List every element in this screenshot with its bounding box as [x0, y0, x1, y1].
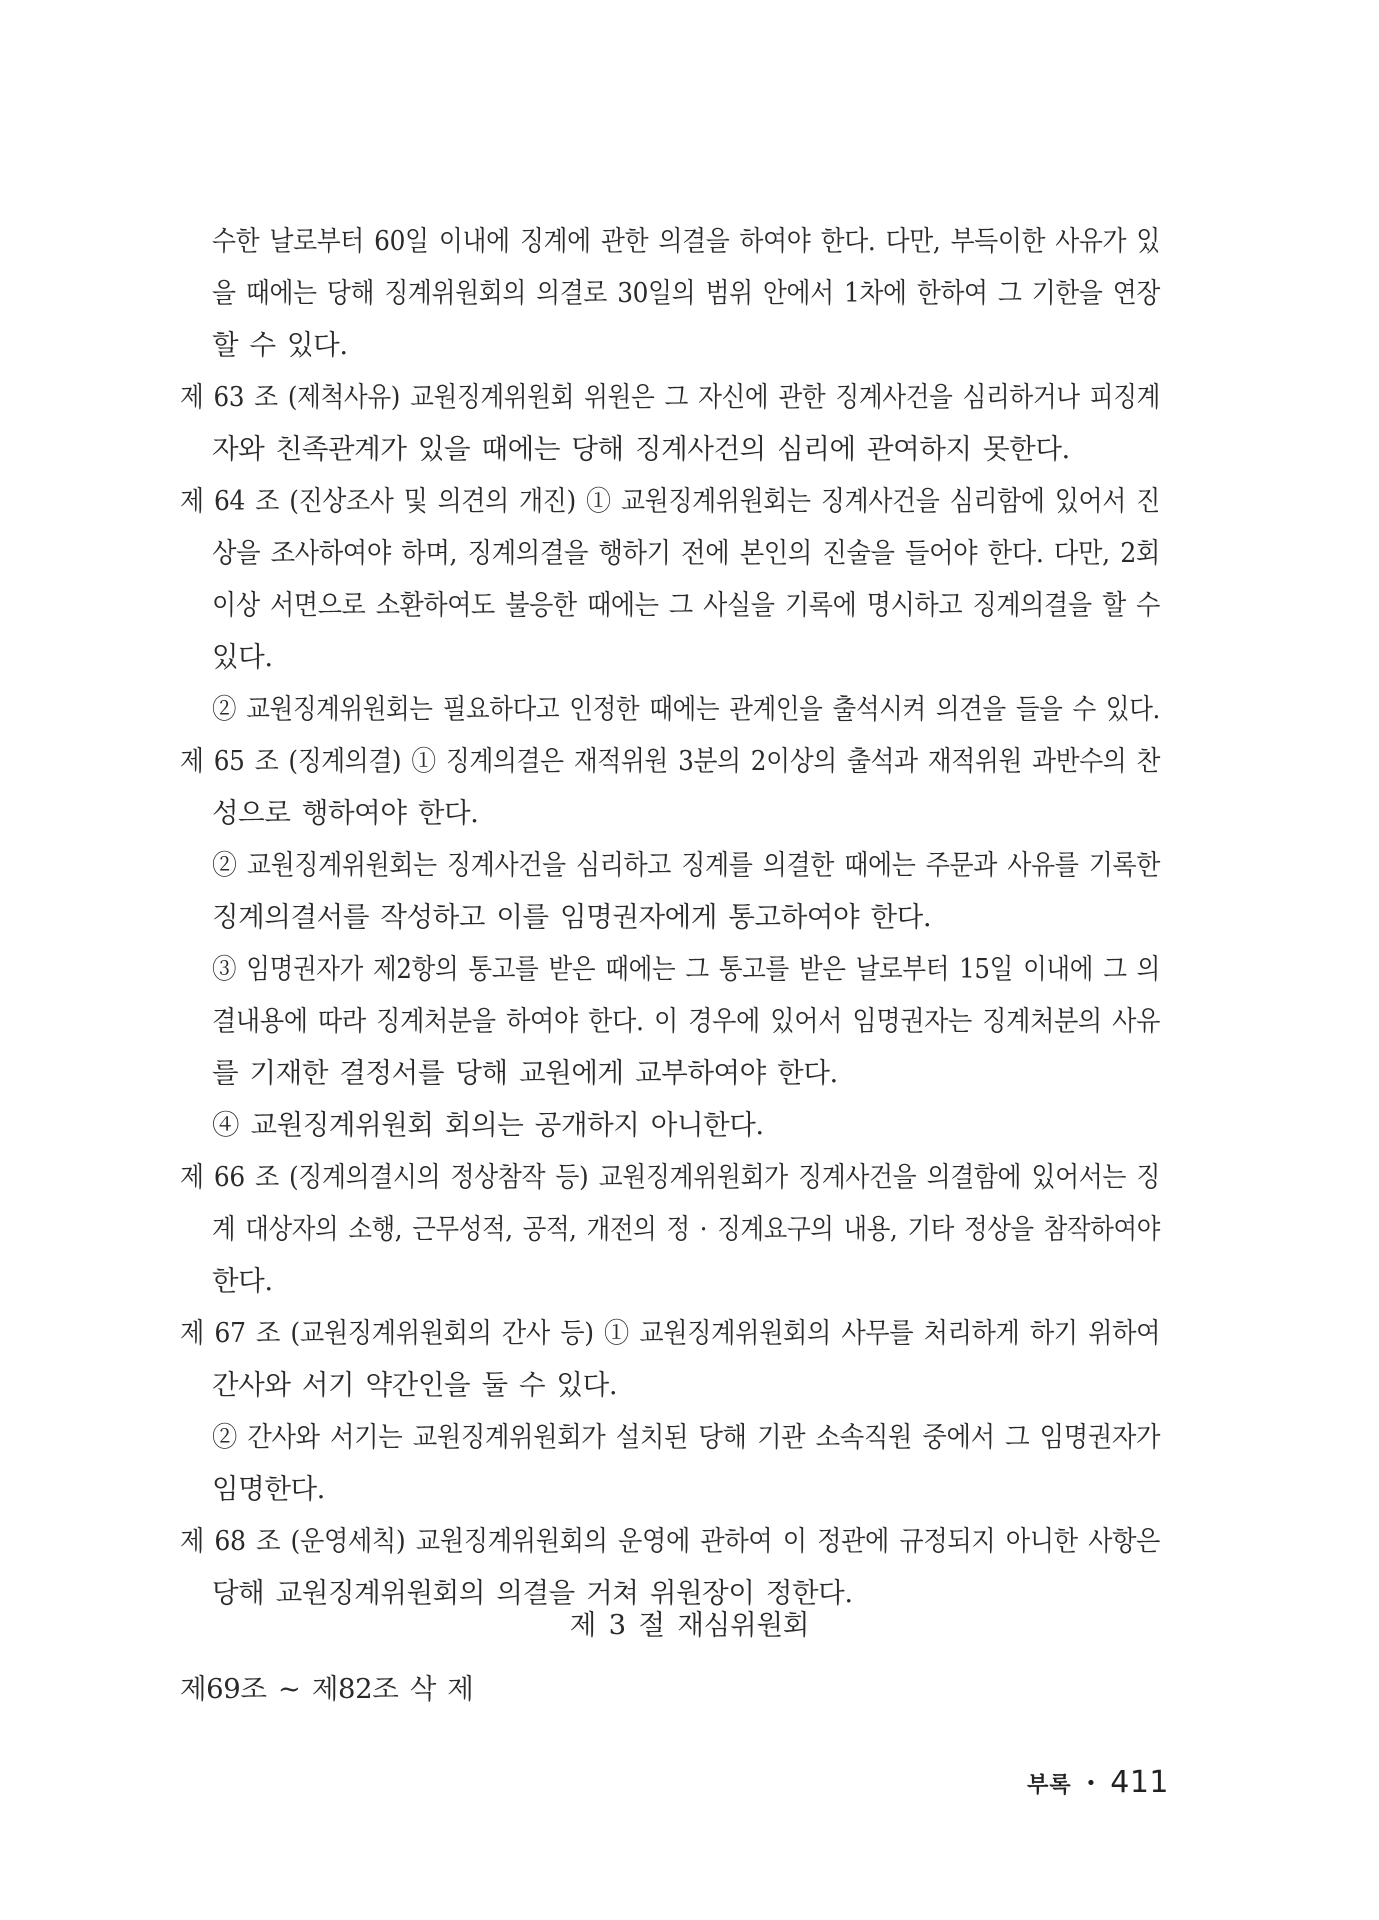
text-line: 제 65 조 (징계의결) ① 징계의결은 재적위원 3분의 2이상의 출석과 재적위원 과반수의 찬 [180, 745, 1161, 777]
text-line: 간사와 서기 약간인을 둘 수 있다. [212, 1369, 618, 1401]
footer-separator: • [1085, 1773, 1097, 1794]
text-line: 할 수 있다. [212, 329, 348, 361]
deleted-articles-note: 제69조 ~ 제82조 삭 제 [180, 1673, 474, 1705]
text-line: 계 대상자의 소행, 근무성적, 공적, 개전의 정 · 징계요구의 내용, 기타 정상을 참작하여야 [212, 1213, 1160, 1245]
text-line: 있다. [212, 641, 273, 673]
text-line: 성으로 행하여야 한다. [212, 797, 479, 829]
text-line: 징계의결서를 작성하고 이를 임명권자에게 통고하여야 한다. [212, 901, 932, 933]
text-line: 제 66 조 (징계의결시의 정상참작 등) 교원징계위원회가 징계사건을 의결함에 있어서는 징 [180, 1161, 1160, 1193]
text-line: ④ 교원징계위원회 회의는 공개하지 아니한다. [212, 1109, 764, 1141]
text-line: 제 68 조 (운영세칙) 교원징계위원회의 운영에 관하여 이 정관에 규정되지 아니한 사항은 [180, 1525, 1161, 1557]
text-line: 제 64 조 (진상조사 및 의견의 개진) ① 교원징계위원회는 징계사건을 심리함에 있어서 진 [180, 485, 1160, 517]
text-line: 이상 서면으로 소환하여도 불응한 때에는 그 사실을 기록에 명시하고 징계의결을 할 수 [212, 589, 1161, 621]
text-line: 을 때에는 당해 징계위원회의 의결로 30일의 범위 안에서 1차에 한하여 그 기한을 연장 [212, 277, 1160, 309]
text-line: ② 교원징계위원회는 필요하다고 인정한 때에는 관계인을 출석시켜 의견을 들을 수 있다. [212, 693, 1160, 725]
page-number: 411 [1110, 1765, 1169, 1800]
section-title: 제 3 절 재심위원회 [569, 1609, 810, 1641]
text-line: 수한 날로부터 60일 이내에 징계에 관한 의결을 하여야 한다. 다만, 부득이한 사유가 있 [212, 225, 1161, 257]
text-line: ③ 임명권자가 제2항의 통고를 받은 때에는 그 통고를 받은 날로부터 15일 이내에 그 의 [212, 953, 1160, 985]
text-line: 임명한다. [212, 1473, 326, 1505]
page-footer [1027, 1765, 1169, 1800]
text-line: 자와 친족관계가 있을 때에는 당해 징계사건의 심리에 관여하지 못한다. [212, 433, 1070, 465]
text-line: ② 간사와 서기는 교원징계위원회가 설치된 당해 기관 소속직원 중에서 그 임명권자가 [212, 1421, 1161, 1453]
text-line: 제 67 조 (교원징계위원회의 간사 등) ① 교원징계위원회의 사무를 처리하게 하기 위하여 [180, 1317, 1161, 1349]
text-line: 상을 조사하여야 하며, 징계의결을 행하기 전에 본인의 진술을 들어야 한다. 다만, 2회 [212, 537, 1161, 569]
text-line: 제 63 조 (제척사유) 교원징계위원회 위원은 그 자신에 관한 징계사건을 심리하거나 피징계 [180, 381, 1161, 413]
text-line: 결내용에 따라 징계처분을 하여야 한다. 이 경우에 있어서 임명권자는 징계처분의 사유 [212, 1005, 1160, 1037]
text-line: ② 교원징계위원회는 징계사건을 심리하고 징계를 의결한 때에는 주문과 사유를 기록한 [212, 849, 1160, 881]
text-line: 당해 교원징계위원회의 의결을 거쳐 위원장이 정한다. [212, 1577, 853, 1609]
text-line: 를 기재한 결정서를 당해 교원에게 교부하여야 한다. [212, 1057, 838, 1089]
footer-label: 부록 [1027, 1773, 1072, 1798]
body-text [180, 225, 1170, 1632]
text-line: 한다. [212, 1265, 273, 1297]
